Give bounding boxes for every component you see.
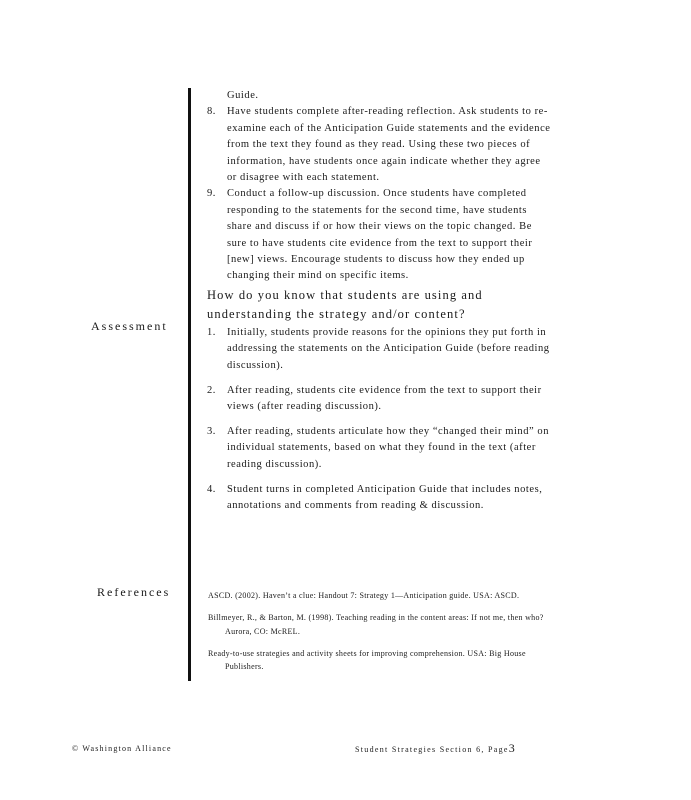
step-text: Conduct a follow-up discussion. Once students have completed responding to the statements for the second time, have students share and discuss if or how their views on the topic changed. Be sure to have students cite evidence from the text to support their [new] views. Encourage students to discuss how they ended up changing their mind on specific items. xyxy=(227,188,533,282)
assessment-label: Assessment xyxy=(91,319,168,333)
step-number: 9. xyxy=(207,188,216,200)
item-text: After reading, students articulate how they “changed their mind” on individual statements, based on what they found in the text (after reading discussion). xyxy=(227,425,550,470)
item-number: 4. xyxy=(207,483,216,495)
assessment-item xyxy=(207,482,552,515)
references-label: References xyxy=(97,585,171,599)
item-number: 2. xyxy=(207,384,216,396)
footer-section-text: Student Strategies Section 6, Page xyxy=(355,745,509,754)
step-number: 8. xyxy=(207,106,216,118)
procedure-step xyxy=(207,186,552,284)
assessment-item xyxy=(207,424,552,473)
reference-entry: Billmeyer, R., & Barton, M. (1998). Teaching reading in the content areas: If not me, then who? Aurora, CO: McREL. xyxy=(208,613,544,636)
procedure-step xyxy=(207,104,552,186)
assessment-item xyxy=(207,383,552,416)
step-text: Have students complete after-reading reflection. Ask students to re-examine each of the Anticipation Guide statements and the evidence from the text they found as they read. Using these two pieces of information, have students once again indicate whether they agree or disagree with each statement. xyxy=(227,106,551,184)
item-text: Student turns in completed Anticipation Guide that includes notes, annotations and comments from reading & discussion. xyxy=(227,483,543,512)
item-text: After reading, students cite evidence from the text to support their views (after reading discussion). xyxy=(227,384,542,412)
assessment-question: How do you know that students are using and understanding the strategy and/or content? xyxy=(207,287,483,321)
item-number: 1. xyxy=(207,326,216,338)
page-number: 3 xyxy=(508,741,515,755)
item-number: 3. xyxy=(207,425,216,437)
vertical-rule xyxy=(188,88,191,681)
reference-entry: ASCD. (2002). Haven’t a clue: Handout 7: Strategy 1—Anticipation guide. USA: ASCD. xyxy=(208,591,520,600)
main-content xyxy=(207,88,552,523)
reference-entry: Ready-to-use strategies and activity sheets for improving comprehension. USA: Big House Publishers. xyxy=(208,648,526,671)
references-list xyxy=(208,589,553,682)
procedure-continuation: Guide. xyxy=(227,90,259,101)
item-text: Initially, students provide reasons for the opinions they put forth in addressing the statements on the Anticipation Guide (before reading discussion). xyxy=(227,326,550,371)
assessment-item xyxy=(207,325,552,374)
footer-copyright: © Washington Alliance xyxy=(72,744,172,753)
footer-page-info xyxy=(355,741,515,756)
